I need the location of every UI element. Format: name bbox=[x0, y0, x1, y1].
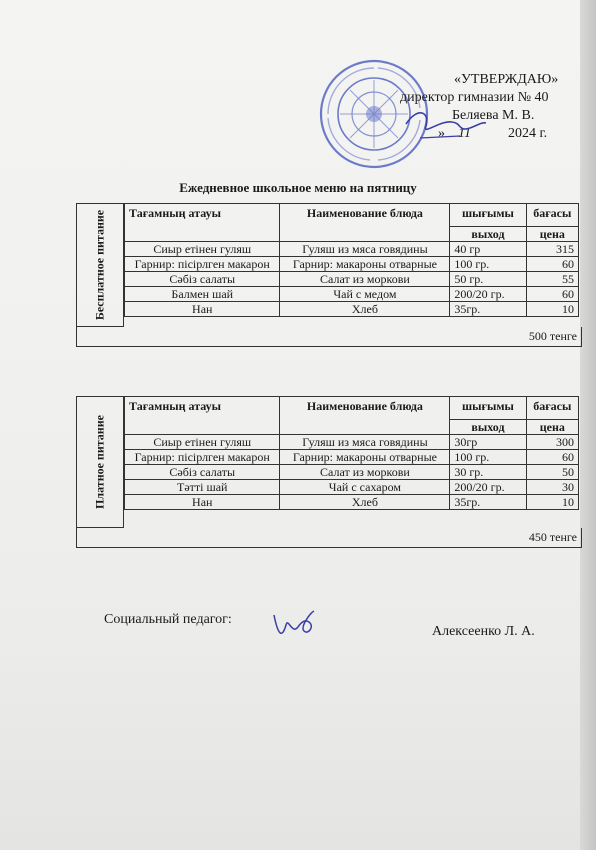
approval-name: Беляева М. В. bbox=[452, 108, 535, 123]
free-meal-side-label: Бесплатное питание bbox=[76, 203, 124, 327]
approval-date-month: 11 bbox=[458, 126, 471, 141]
dish-name-kz: Сиыр етінен гуляш bbox=[125, 435, 280, 450]
dish-yield: 100 гр. bbox=[450, 450, 526, 465]
col-header-name-ru: Наименование блюда bbox=[280, 397, 450, 435]
table-row bbox=[125, 287, 579, 302]
table-row bbox=[125, 465, 579, 480]
dish-price: 55 bbox=[526, 272, 578, 287]
dish-name-ru: Чай с медом bbox=[280, 287, 450, 302]
dish-name-kz: Тәтті шай bbox=[125, 480, 280, 495]
col-header-price-kz: бағасы bbox=[526, 397, 578, 420]
dish-price: 60 bbox=[526, 257, 578, 272]
table-row bbox=[125, 495, 579, 510]
dish-price: 315 bbox=[526, 242, 578, 257]
dish-name-ru: Гарнир: макароны отварные bbox=[280, 257, 450, 272]
dish-name-ru: Гарнир: макароны отварные bbox=[280, 450, 450, 465]
dish-name-kz: Сиыр етінен гуляш bbox=[125, 242, 280, 257]
col-header-name-kz: Тағамның атауы bbox=[125, 204, 280, 242]
free-meal-total: 500 тенге bbox=[76, 327, 582, 347]
approval-date-day: » bbox=[438, 126, 445, 141]
dish-name-kz: Гарнир: пісірлген макарон bbox=[125, 450, 280, 465]
dish-name-kz: Нан bbox=[125, 495, 280, 510]
col-header-yield-ru: выход bbox=[450, 227, 526, 242]
table-row bbox=[125, 257, 579, 272]
dish-yield: 35гр. bbox=[450, 495, 526, 510]
dish-name-kz: Гарнир: пісірлген макарон bbox=[125, 257, 280, 272]
table-row bbox=[125, 450, 579, 465]
dish-price: 30 bbox=[526, 480, 578, 495]
dish-price: 50 bbox=[526, 465, 578, 480]
dish-price: 60 bbox=[526, 450, 578, 465]
dish-yield: 50 гр. bbox=[450, 272, 526, 287]
dish-name-ru: Гуляш из мяса говядины bbox=[280, 242, 450, 257]
col-header-price-ru: цена bbox=[526, 227, 578, 242]
table-row bbox=[125, 480, 579, 495]
col-header-price-kz: бағасы bbox=[526, 204, 578, 227]
approval-title: «УТВЕРЖДАЮ» bbox=[454, 72, 559, 87]
paid-meal-total: 450 тенге bbox=[76, 528, 582, 548]
dish-yield: 40 гр bbox=[450, 242, 526, 257]
director-signature bbox=[400, 92, 490, 152]
dish-name-kz: Нан bbox=[125, 302, 280, 317]
col-header-name-kz: Тағамның атауы bbox=[125, 397, 280, 435]
approval-position: директор гимназии № 40 bbox=[400, 90, 549, 105]
dish-price: 10 bbox=[526, 495, 578, 510]
col-header-yield-kz: шығымы bbox=[450, 397, 526, 420]
page-title: Ежедневное школьное меню на пятницу bbox=[179, 180, 417, 195]
footer-role: Социальный педагог: bbox=[104, 612, 232, 627]
col-header-price-ru: цена bbox=[526, 420, 578, 435]
dish-name-kz: Сәбіз салаты bbox=[125, 272, 280, 287]
dish-name-ru: Салат из моркови bbox=[280, 465, 450, 480]
paid-meal-table bbox=[124, 396, 579, 510]
free-meal-block bbox=[76, 203, 582, 347]
free-meal-table bbox=[124, 203, 579, 317]
approval-date-year: 2024 г. bbox=[508, 126, 548, 141]
footer-name: Алексеенко Л. А. bbox=[432, 624, 535, 639]
dish-yield: 100 гр. bbox=[450, 257, 526, 272]
dish-price: 300 bbox=[526, 435, 578, 450]
table-row bbox=[125, 435, 579, 450]
dish-name-ru: Хлеб bbox=[280, 495, 450, 510]
dish-price: 60 bbox=[526, 287, 578, 302]
dish-price: 10 bbox=[526, 302, 578, 317]
dish-yield: 30гр bbox=[450, 435, 526, 450]
dish-name-kz: Балмен шай bbox=[125, 287, 280, 302]
dish-yield: 35гр. bbox=[450, 302, 526, 317]
dish-name-ru: Чай с сахаром bbox=[280, 480, 450, 495]
dish-name-ru: Хлеб bbox=[280, 302, 450, 317]
background-surface bbox=[580, 0, 596, 850]
col-header-name-ru: Наименование блюда bbox=[280, 204, 450, 242]
dish-name-ru: Салат из моркови bbox=[280, 272, 450, 287]
table-row bbox=[125, 272, 579, 287]
paid-meal-side-label: Платное питание bbox=[76, 396, 124, 528]
table-row bbox=[125, 242, 579, 257]
table-row bbox=[125, 302, 579, 317]
dish-yield: 200/20 гр. bbox=[450, 480, 526, 495]
dish-name-ru: Гуляш из мяса говядины bbox=[280, 435, 450, 450]
social-pedagogue-signature bbox=[270, 605, 318, 645]
dish-name-kz: Сәбіз салаты bbox=[125, 465, 280, 480]
col-header-yield-ru: выход bbox=[450, 420, 526, 435]
dish-yield: 30 гр. bbox=[450, 465, 526, 480]
col-header-yield-kz: шығымы bbox=[450, 204, 526, 227]
paid-meal-block bbox=[76, 396, 582, 548]
dish-yield: 200/20 гр. bbox=[450, 287, 526, 302]
